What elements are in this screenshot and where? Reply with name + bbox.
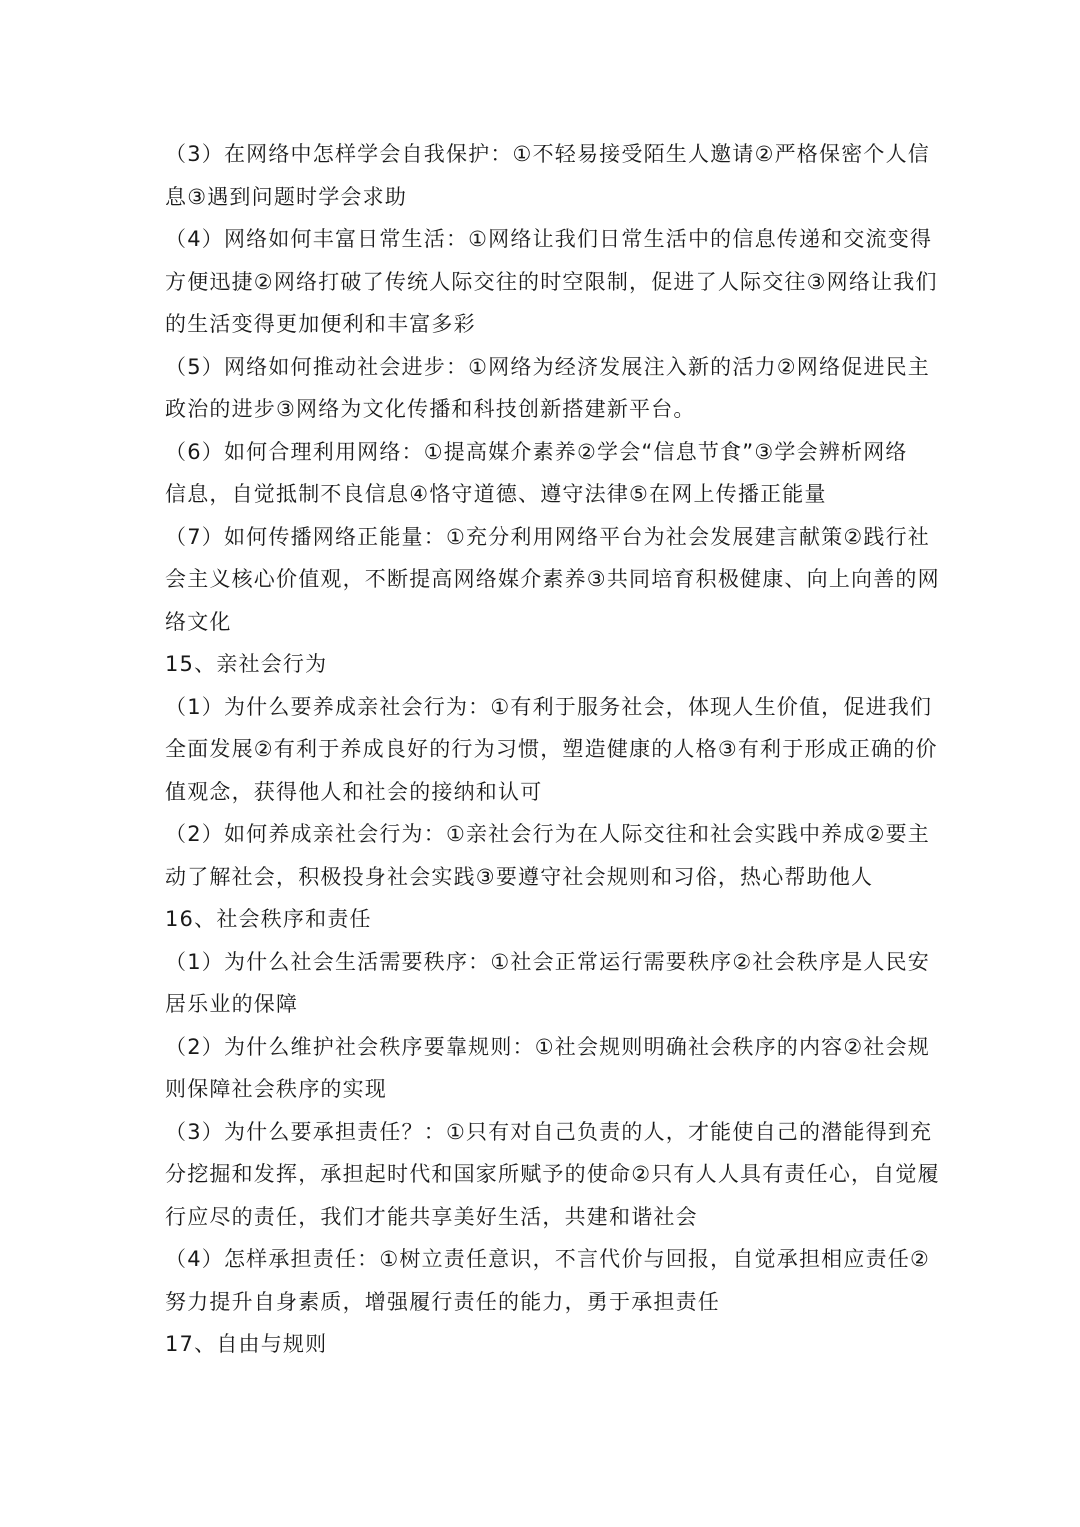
text-line: （1）为什么要养成亲社会行为：①有利于服务社会，体现人生价值，促进我们 [165,694,933,719]
text-line: 方便迅捷②网络打破了传统人际交往的时空限制，促进了人际交往③网络让我们 [165,269,938,294]
text-line: 动了解社会，积极投身社会实践③要遵守社会规则和习俗，热心帮助他人 [165,864,874,889]
text-line: 信息，自觉抵制不良信息④恪守道德、遵守法律⑤在网上传播正能量 [165,482,827,506]
text-line: （1）为什么社会生活需要秩序：①社会正常运行需要秩序②社会秩序是人民安 [165,949,931,974]
text-line: （7）如何传播网络正能量：①充分利用网络平台为社会发展建言献策②践行社 [165,524,931,549]
text-line: 分挖掘和发挥，承担起时代和国家所赋予的使命②只有人人具有责任心，自觉履 [165,1162,940,1186]
section-heading-15: 15、亲社会行为 [165,652,328,676]
text-line: 息③遇到问题时学会求助 [165,184,408,209]
text-line: 络文化 [165,609,232,634]
text-line: 居乐业的保障 [165,992,299,1016]
text-line: 行应尽的责任，我们才能共享美好生活，共建和谐社会 [165,1204,698,1229]
document-body [165,133,940,1366]
text-line: （2）如何养成亲社会行为：①亲社会行为在人际交往和社会实践中养成②要主 [165,822,931,846]
text-line: （4）怎样承担责任：①树立责任意识，不言代价与回报，自觉承担相应责任② [165,1247,931,1271]
text-line: （3）为什么要承担责任？：①只有对自己负责的人，才能使自己的潜能得到充 [165,1119,933,1144]
text-line: 则保障社会秩序的实现 [165,1077,387,1101]
text-line: 政治的进步③网络为文化传播和科技创新搭建新平台。 [165,397,696,421]
text-line: （3）在网络中怎样学会自我保护：①不轻易接受陌生人邀请②严格保密个人信 [165,142,931,166]
text-line: （2）为什么维护社会秩序要靠规则：①社会规则明确社会秩序的内容②社会规 [165,1034,931,1059]
section-heading-17: 17、自由与规则 [165,1332,328,1356]
text-line: （5）网络如何推动社会进步：①网络为经济发展注入新的活力②网络促进民主 [165,354,931,379]
text-line: 值观念，获得他人和社会的接纳和认可 [165,779,543,804]
text-line: （4）网络如何丰富日常生活：①网络让我们日常生活中的信息传递和交流变得 [165,227,933,251]
section-heading-16: 16、社会秩序和责任 [165,907,372,931]
text-line: （6）如何合理利用网络：①提高媒介素养②学会“信息节食”③学会辨析网络 [165,439,908,464]
text-line: 努力提升自身素质，增强履行责任的能力，勇于承担责任 [165,1289,720,1314]
text-line: 全面发展②有利于养成良好的行为习惯，塑造健康的人格③有利于形成正确的价 [165,737,938,761]
text-line: 会主义核心价值观，不断提高网络媒介素养③共同培育积极健康、向上向善的网 [165,567,940,591]
text-line: 的生活变得更加便利和丰富多彩 [165,312,476,336]
